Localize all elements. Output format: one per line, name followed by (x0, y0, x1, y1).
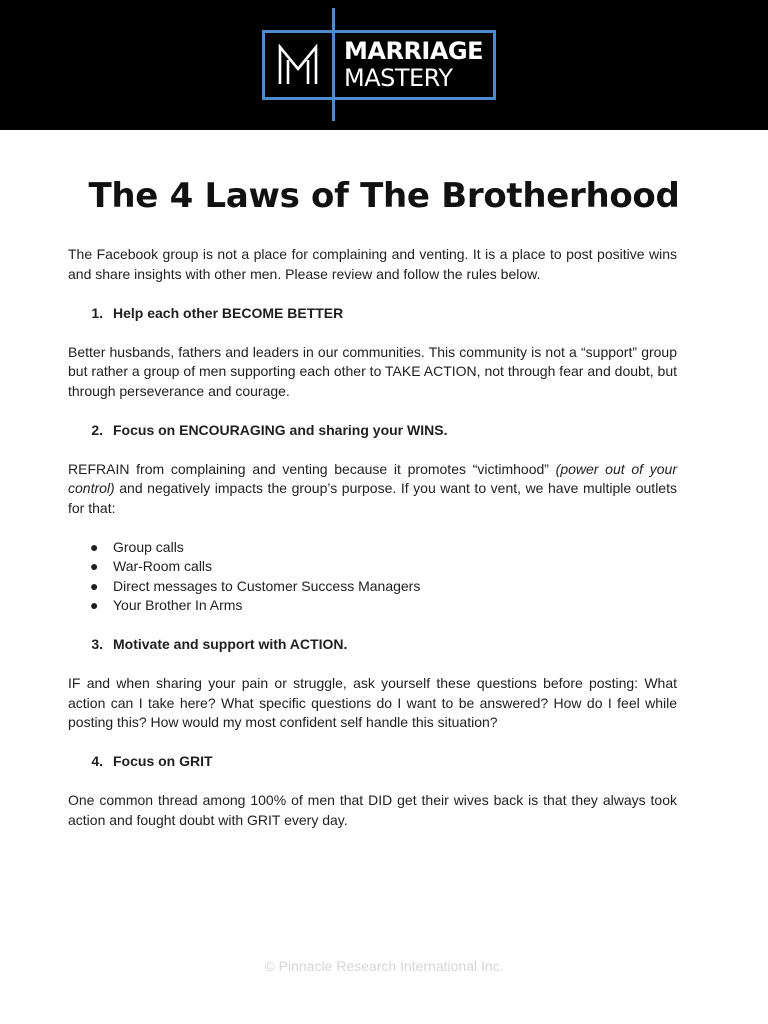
logo-line2: MASTERY (344, 64, 453, 92)
list-item-text: Your Brother In Arms (113, 597, 243, 613)
list-item (68, 577, 677, 597)
logo-line1: MARRIAGE (344, 37, 484, 65)
law-2-body-italic: (power out of your control) (68, 460, 677, 496)
law-3-heading (68, 635, 677, 655)
law-title: Help each other BECOME BETTER (113, 304, 344, 321)
law-number: 1. (91, 304, 103, 321)
list-item (68, 557, 677, 577)
law-title: Focus on GRIT (113, 753, 213, 769)
list-item-text: Group calls (113, 538, 184, 555)
law-title: Focus on ENCOURAGING and sharing your WINS. (113, 421, 448, 438)
outlet-list (68, 538, 677, 616)
law-3-body: IF and when sharing your pain or struggle, ask yourself these questions before posting: What action can I take here? What specific questions do I want to be answered? How do I feel while posting this? How would my most confident self handle this situation? (68, 675, 677, 730)
bullet-icon: ● (90, 597, 99, 613)
list-item (68, 596, 677, 616)
law-2-heading (68, 421, 677, 441)
law-4-body: One common thread among 100% of men that DID get their wives back is that they always took action and fought doubt with GRIT every day. (68, 792, 677, 828)
list-item-text: War-Room calls (113, 558, 213, 574)
bullet-icon: ● (90, 538, 99, 555)
logo-divider (332, 8, 335, 121)
law-number: 2. (91, 421, 103, 438)
copyright-footer: © Pinnacle Research International Inc. (264, 958, 504, 974)
logo-m-icon (277, 44, 319, 86)
bullet-icon: ● (90, 558, 99, 574)
law-2-body-end: and negatively impacts the group’s purpose. If you want to vent, we have multiple outlets for that: (68, 480, 677, 516)
law-title: Motivate and support with ACTION. (113, 636, 348, 652)
law-2-body (68, 460, 677, 519)
law-2-body-start: REFRAIN from complaining and venting because it promotes “victimhood” (68, 460, 556, 477)
bullet-icon: ● (90, 577, 99, 594)
law-1-heading (68, 304, 677, 324)
list-item (68, 538, 677, 558)
law-4-heading (68, 752, 677, 772)
law-number: 4. (91, 753, 103, 769)
law-1-body: Better husbands, fathers and leaders in our communities. This community is not a “support” group but rather a group of men supporting each other to TAKE ACTION, not through fear and doubt, but through perseverance and courage. (68, 343, 677, 399)
law-number: 3. (91, 636, 103, 652)
intro-paragraph: The Facebook group is not a place for complaining and venting. It is a place to post positive wins and share insights with other men. Please review and follow the rules below. (68, 246, 677, 282)
document-body (68, 245, 677, 850)
page-title: The 4 Laws of The Brotherhood (88, 176, 680, 216)
logo-wordmark (344, 38, 483, 92)
page-header (0, 0, 768, 130)
list-item-text: Direct messages to Customer Success Managers (113, 577, 421, 594)
